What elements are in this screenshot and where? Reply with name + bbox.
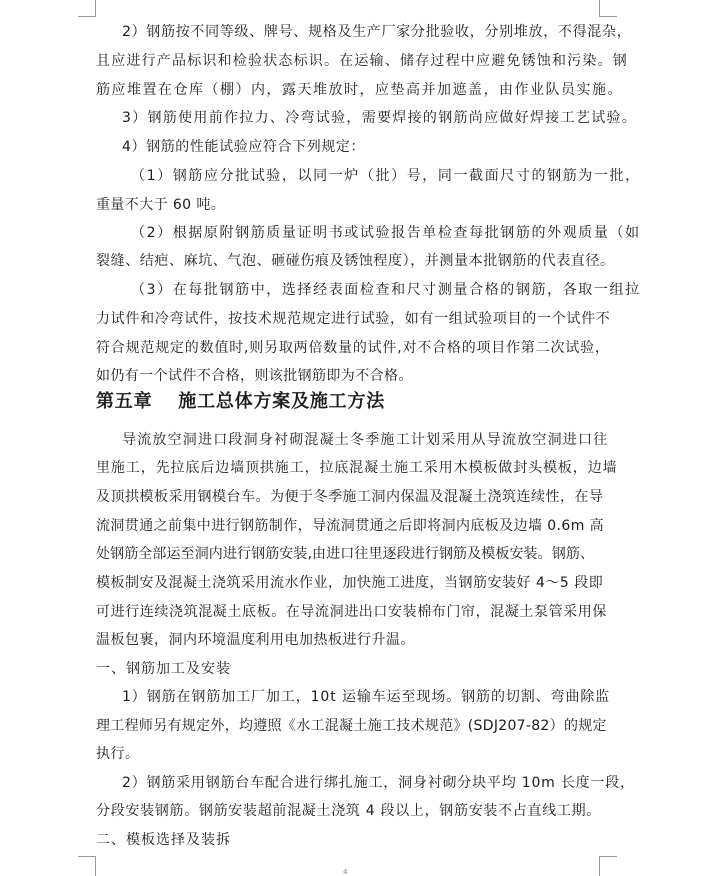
paragraph-line: 2）钢筋采用钢筋台车配合进行绑扎施工，洞身衬砌分块平均 10m 长度一段， (122, 775, 635, 791)
paragraph-line: （2）根据原附钢筋质量证明书或试验报告单检查每批钢筋的外观质量（如 (131, 225, 641, 241)
paragraph-line: 里施工，先拉底后边墙顶拱施工，拉底混凝土施工采用木模板做封头模板，边墙 (96, 460, 618, 476)
paragraph-line: 模板制安及混凝土浇筑采用流水作业，加快施工进度，当钢筋安装好 4～5 段即 (96, 575, 604, 591)
crop-mark-bottom-left-v (95, 856, 96, 876)
paragraph-line: 筋应堆置在仓库（棚）内，露天堆放时，应垫高并加遮盖，由作业队员实施。 (96, 82, 623, 98)
paragraph-line: （1）钢筋应分批试验，以同一炉（批）号，同一截面尺寸的钢筋为一批， (131, 168, 641, 184)
paragraph-line: 裂缝、结疤、麻坑、气泡、砸碰伤痕及锈蚀程度），并测量本批钢筋的代表直径。 (96, 253, 615, 269)
paragraph-line: 理工程师另有规定外，均遵照《水工混凝土施工技术规范》(SDJ207-82）的规定 (96, 718, 607, 734)
paragraph-line: 2）钢筋按不同等级、牌号、规格及生产厂家分批验收，分别堆放，不得混杂， (122, 24, 632, 40)
paragraph-line: 如仍有一个试件不合格，则该批钢筋即为不合格。 (96, 368, 413, 384)
paragraph-line: 4）钢筋的性能试验应符合下列规定： (122, 139, 366, 155)
paragraph-line: 流洞贯通之前集中进行钢筋制作，导流洞贯通之后即将洞内底板及边墙 0.6m 高 (96, 518, 605, 534)
page-number: 4 (343, 868, 348, 876)
paragraph-line: 分段安装钢筋。钢筋安装超前混凝土浇筑 4 段以上，钢筋安装不占直线工期。 (96, 803, 602, 819)
crop-mark-bottom-right-h (599, 856, 617, 857)
paragraph-line: 且应进行产品标识和检验状态标识。在运输、储存过程中应避免锈蚀和污染。钢 (96, 53, 628, 69)
paragraph-line: 导流放空洞进口段洞身衬砌混凝土冬季施工计划采用从导流放空洞进口往 (122, 432, 609, 448)
crop-mark-bottom-right-v (599, 856, 600, 876)
paragraph-line: 符合规范规定的数值时,则另取两倍数量的试件,对不合格的项目作第二次试验， (96, 340, 610, 356)
paragraph-line: 处钢筋全部运至洞内进行钢筋安装,由进口往里逐段进行钢筋及模板安装。钢筋、 (96, 546, 595, 562)
crop-mark-top-left-v (95, 0, 96, 16)
crop-mark-top-left-h (78, 16, 96, 17)
paragraph-line: 可进行连续浇筑混凝土底板。在导流洞进出口安装棉布门帘，混凝土泵管采用保 (96, 604, 607, 620)
crop-mark-top-right-h (599, 16, 617, 17)
paragraph-line: 执行。 (96, 746, 140, 762)
section-heading: 一、钢筋加工及安装 (96, 661, 231, 677)
paragraph-line: 及顶拱模板采用钢模台车。为便于冬季施工洞内保温及混凝土浇筑连续性，在导 (96, 489, 604, 505)
paragraph-line: 1）钢筋在钢筋加工厂加工，10t 运输车运至现场。钢筋的切割、弯曲除监 (122, 689, 611, 705)
paragraph-line: 温板包裹，洞内环境温度利用电加热板进行升温。 (96, 632, 415, 648)
paragraph-line: 力试件和冷弯试件，按技术规范规定进行试验，如有一组试验项目的一个试件不 (96, 311, 611, 327)
paragraph-line: 重量不大于 60 吨。 (96, 197, 226, 213)
paragraph-line: （3）在每批钢筋中，选择经表面检查和尺寸测量合格的钢筋，各取一组拉 (131, 282, 641, 298)
paragraph-line: 3）钢筋使用前作拉力、冷弯试验，需要焊接的钢筋尚应做好焊接工艺试验。 (122, 110, 638, 126)
section-heading: 二、模板选择及装拆 (96, 832, 231, 848)
crop-mark-top-right-v (599, 0, 600, 16)
crop-mark-bottom-left-h (78, 856, 96, 857)
chapter-heading: 第五章 施工总体方案及施工方法 (96, 391, 386, 412)
